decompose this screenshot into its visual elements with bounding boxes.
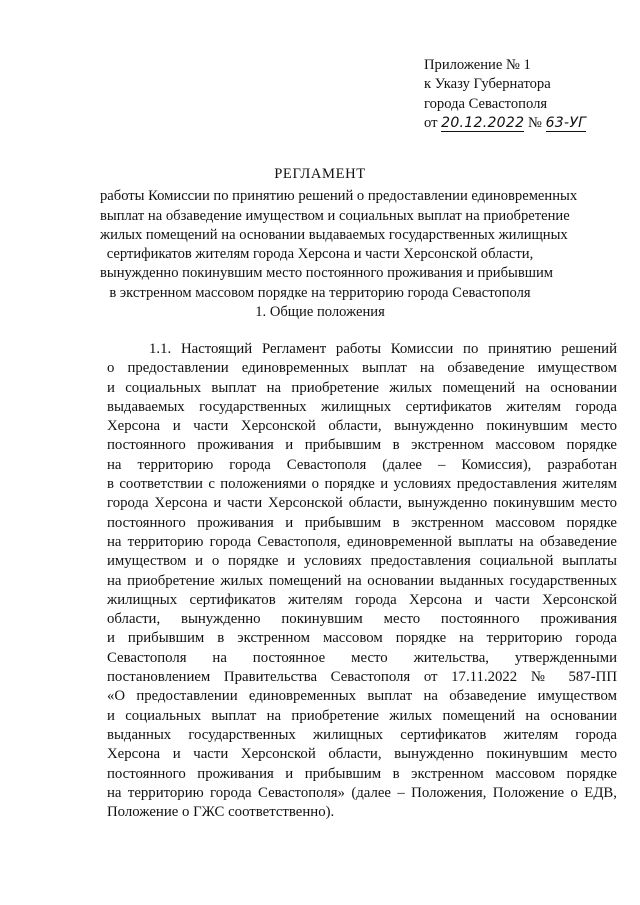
paragraph-line: Положение о ГЖС соответственно). — [107, 804, 335, 821]
paragraph-line: на территорию города Севастополя (далее – Комиссия), разработан — [107, 456, 617, 473]
paragraph-line: о предоставлении единовременных выплат на обзаведение имуществом — [107, 360, 617, 377]
subtitle-line: выплат на обзаведение имуществом и социальных выплат на приобретение — [100, 207, 570, 224]
paragraph-line: 1.1. Настоящий Регламент работы Комиссии по принятию решений — [149, 341, 617, 357]
subtitle-line: жилых помещений на основании выдаваемых государственных жилищных — [100, 226, 568, 243]
document-title-block — [100, 165, 578, 303]
annex-handwritten-number: 63-УГ — [545, 114, 587, 131]
paragraph-line: на территорию города Севастополя» (далее – Положения, Положение о ЕДВ, — [107, 784, 617, 801]
annex-from-label: от — [424, 114, 438, 131]
paragraph-line: постоянного проживания и прибывшим в экстренном массовом порядке — [107, 514, 617, 531]
paragraph-line: выданных государственных жилищных сертификатов жителям города — [107, 726, 617, 743]
paragraph-1-1 — [107, 340, 617, 822]
paragraph-line: и прибывшим в экстренном массовом порядке на территорию города — [107, 630, 617, 647]
annex-number-sign: № — [527, 114, 542, 131]
paragraph-line: постоянного проживания и прибывшим в экстренном массовом порядке — [107, 765, 617, 782]
paragraph-line: Херсона и части Херсонской области, вынужденно покинувшим место — [107, 746, 617, 763]
document-title: РЕГЛАМЕНТ — [274, 166, 366, 182]
subtitle-line: вынужденно покинувшим место постоянного проживания и прибывшим — [100, 265, 553, 282]
annex-number: Приложение № 1 — [424, 57, 531, 73]
subtitle-line: сертификатов жителям города Херсона и части Херсонской области, — [106, 246, 534, 263]
paragraph-line: на приобретение жилых помещений на основании выданных государственных — [107, 572, 617, 589]
paragraph-line: в соответствии с положениями о порядке и условиях предоставления жителям — [107, 476, 617, 493]
paragraph-line: жилищных сертификатов жителям города Херсона и части Херсонской — [107, 591, 617, 608]
paragraph-line: города Херсона и части Херсонской области, вынужденно покинувшим место — [107, 495, 617, 512]
paragraph-line: выдаваемых государственных жилищных сертификатов жителям города — [107, 398, 617, 415]
annex-decree-ref: к Указу Губернатора — [424, 76, 551, 93]
annex-handwritten-date: 20.12.2022 — [441, 114, 525, 131]
paragraph-line: Севастополя на постоянное место жительства, утвержденными — [107, 649, 617, 666]
annex-date-number-line — [424, 114, 629, 133]
paragraph-line: постановлением Правительства Севастополя от 17.11.2022 № 587-ПП — [107, 669, 617, 686]
paragraph-line: Херсона и части Херсонской области, вынужденно покинувшим место — [107, 418, 617, 435]
subtitle-line: работы Комиссии по принятию решений о предоставлении единовременных — [100, 188, 578, 205]
paragraph-line: и социальных выплат на приобретение жилых помещений на основании — [107, 379, 617, 396]
paragraph-line: области, вынужденно покинувшим место постоянного проживания — [107, 611, 617, 628]
paragraph-line: и социальных выплат на приобретение жилых помещений на основании — [107, 707, 617, 724]
annex-header — [424, 56, 629, 133]
section-heading: 1. Общие положения — [255, 304, 385, 320]
paragraph-line: постоянного проживания и прибывшим в экстренном массовом порядке — [107, 437, 617, 454]
paragraph-line: «О предоставлении единовременных выплат на обзаведение имуществом — [107, 688, 617, 705]
paragraph-line: на территорию города Севастополя, единовременной выплаты на обзаведение — [107, 533, 617, 550]
subtitle-line: в экстренном массовом порядке на территорию города Севастополя — [109, 284, 531, 301]
paragraph-line: имуществом и о порядке и условиях предоставления социальной выплаты — [107, 553, 617, 570]
annex-city: города Севастополя — [424, 95, 548, 112]
